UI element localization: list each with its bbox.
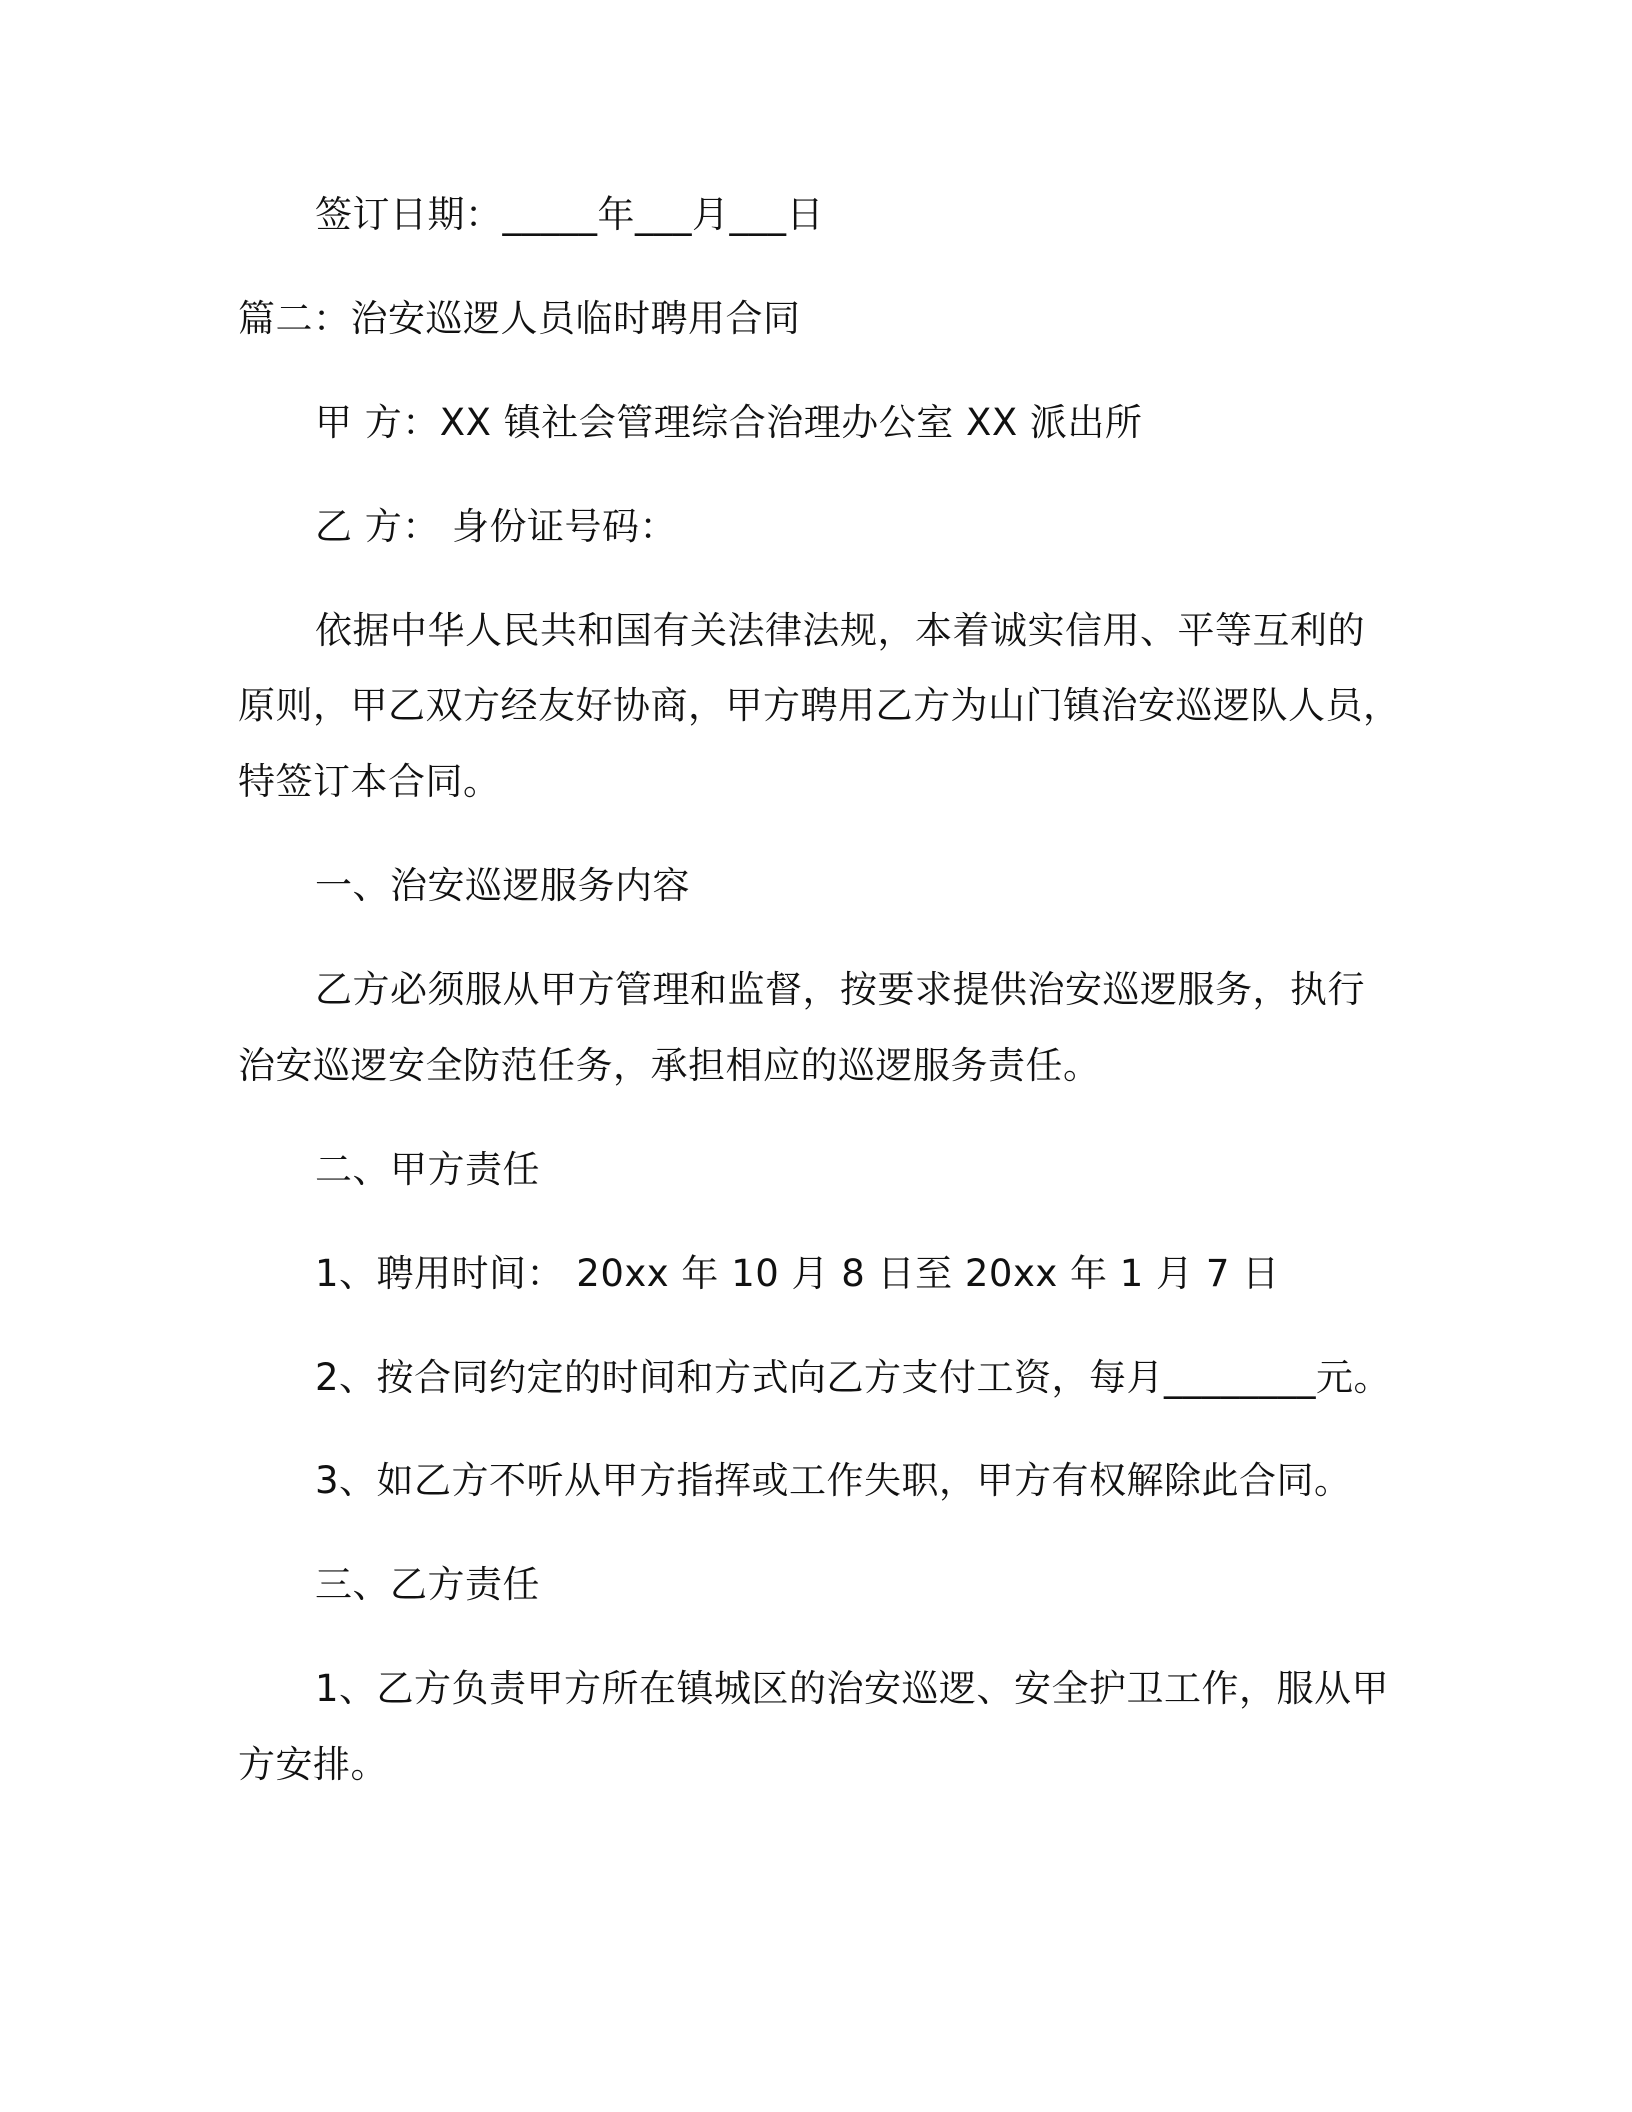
para-1-line-2: 治安巡逻安全防范任务，承担相应的巡逻服务责任。 [238,1044,1101,1087]
sign-date: 签订日期：_____年___月___日 [315,193,824,236]
intro-line-3: 特签订本合同。 [238,760,501,803]
intro-line-2: 原则，甲乙双方经友好协商，甲方聘用乙方为山门镇治安巡逻队人员， [238,684,1401,727]
intro-line-1: 依据中华人民共和国有关法律法规，本着诚实信用、平等互利的 [315,609,1365,652]
party-a: 甲 方：XX 镇社会管理综合治理办公室 XX 派出所 [315,401,1143,444]
item-salary: 2、按合同约定的时间和方式向乙方支付工资，每月________元。 [315,1356,1392,1399]
section-title: 篇二：治安巡逻人员临时聘用合同 [238,297,801,340]
item-employment-period: 1、聘用时间： 20xx 年 10 月 8 日至 20xx 年 1 月 7 日 [315,1252,1280,1295]
heading-party-b-duties: 三、乙方责任 [315,1563,540,1606]
item-termination: 3、如乙方不听从甲方指挥或工作失职，甲方有权解除此合同。 [315,1459,1352,1502]
item-3-1-line-2: 方安排。 [238,1743,388,1786]
party-b: 乙 方： 身份证号码： [315,505,678,548]
item-3-1-line-1: 1、乙方负责甲方所在镇城区的治安巡逻、安全护卫工作，服从甲 [315,1667,1390,1710]
heading-service-content: 一、治安巡逻服务内容 [315,864,690,907]
heading-party-a-duties: 二、甲方责任 [315,1148,540,1191]
para-1-line-1: 乙方必须服从甲方管理和监督，按要求提供治安巡逻服务，执行 [315,968,1365,1011]
